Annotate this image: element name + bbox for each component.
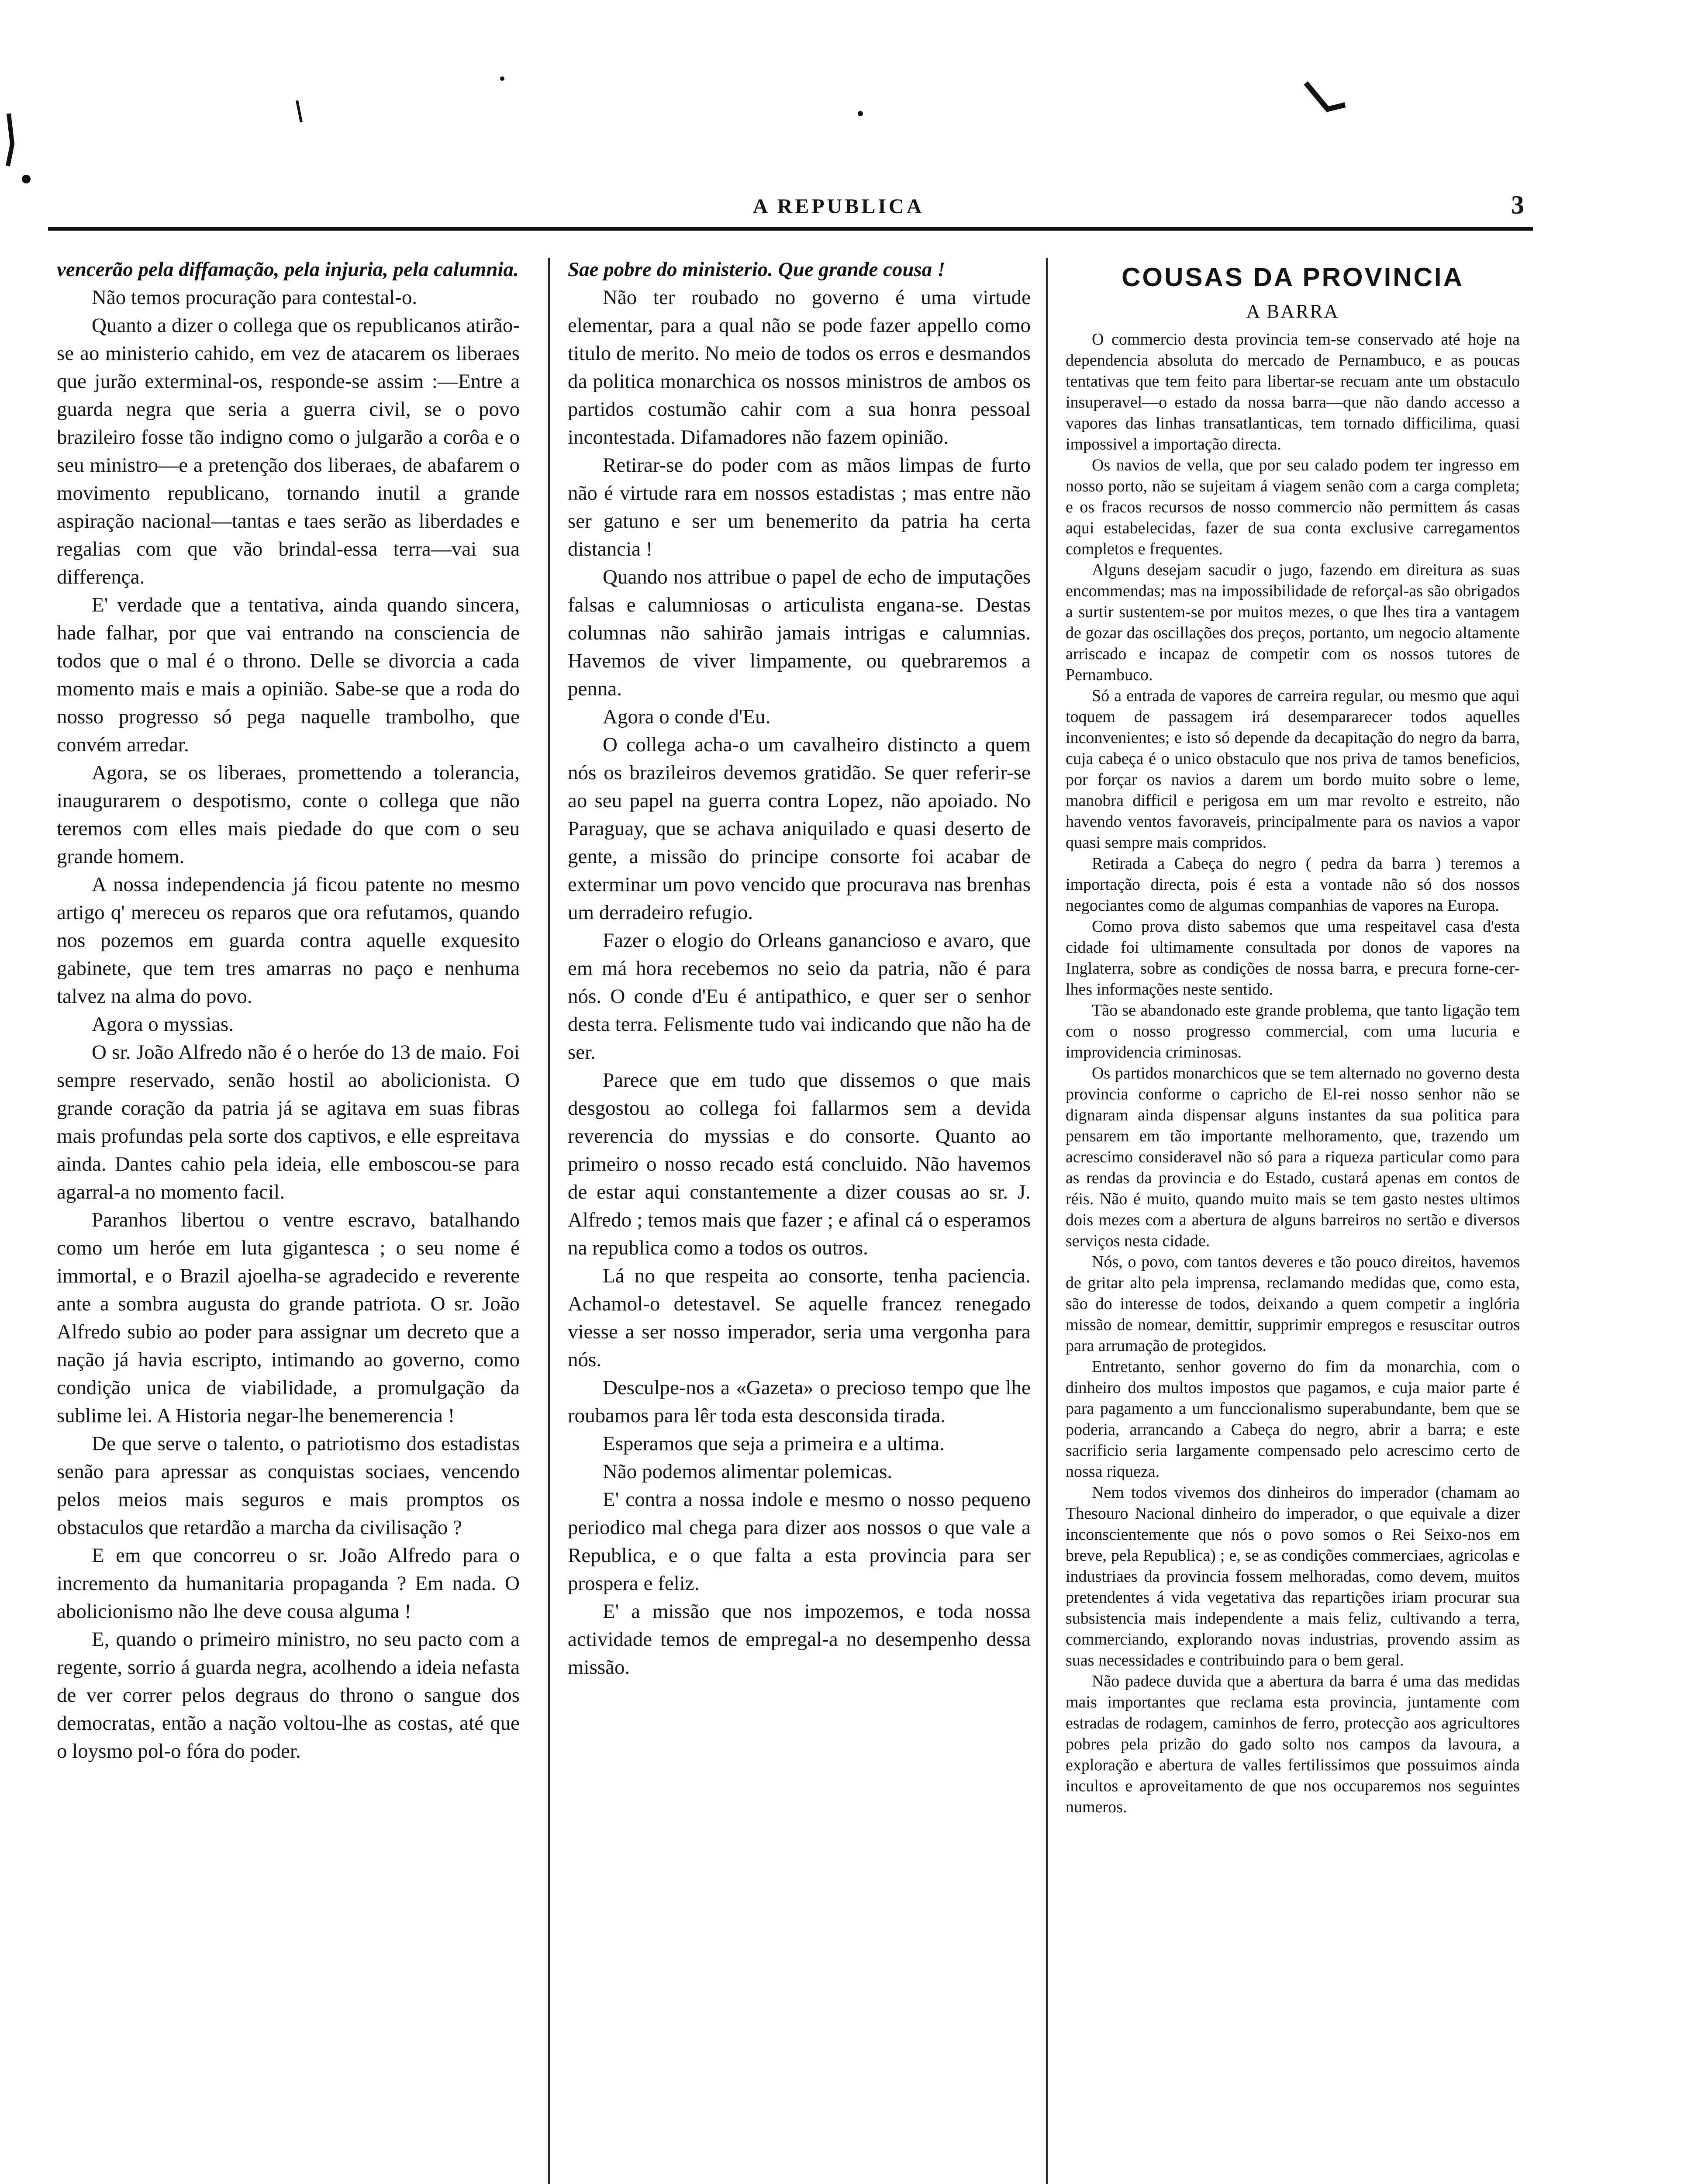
paragraph: Paranhos libertou o ventre escravo, batalhando como um heróe em luta gigantesca ; o seu nome é immortal, e o Brazil ajoelha-se agradecido e reverente ante a sombra augusta do grande patriota. O sr. João Alfredo subio ao poder para assignar um decreto que a nação já havia escripto, intimando ao governo, como condição unica de viabilidade, a promulgação da sublime lei. A Historia negar-lhe benemerencia ! <box>57 1209 520 1427</box>
column-divider-1 <box>548 258 550 2184</box>
paragraph: Alguns desejam sacudir o jugo, fazendo em direitura as suas encommendas; mas na impossibilidade de reforçal-as são obrigados a surtir sustentem-se por muitos mezes, o que lhes tira a vantagem de gozar das oscillações dos preços, portanto, um negocio altamente arriscado e incapaz de competir com os nossos tutores de Pernambuco. <box>1066 561 1520 684</box>
paragraph: Desculpe-nos a «Gazeta» o precioso tempo que lhe roubamos para lêr toda esta desconsida tirada. <box>568 1376 1031 1427</box>
header-rule <box>48 227 1533 231</box>
paragraph: Entretanto, senhor governo do fim da monarchia, com o dinheiro dos multos impostos que pagamos, e cuja maior parte é para pagamento a um funccionalismo superabundante, bem que se poderia, arrancando a Cabeça do negro, abrir a barra; e este sacrificio seria largamente compensado pelo acrescimo certo de nossa riqueza. <box>1066 1358 1520 1481</box>
paragraph: E, quando o primeiro ministro, no seu pacto com a regente, sorrio á guarda negra, acolhendo a ideia nefasta de ver correr pelos degraus do throno o sangue dos democratas, então a nação voltou-lhe as costas, até que o loysmo pol-o fóra do poder. <box>57 1628 520 1762</box>
paragraph: O sr. João Alfredo não é o heróe do 13 de maio. Foi sempre reservado, senão hostil ao abolicionista. O grande coração da patria já se agitava em suas fibras mais profundas pela sorte dos captivos, e elle espreitava ainda. Dantes cahio pela ideia, elle emboscou-se para agarral-a no momento facil. <box>57 1041 520 1203</box>
column-2 <box>568 256 1031 1681</box>
section-title: COUSAS DA PROVINCIA <box>1122 263 1464 292</box>
paragraph: Nem todos vivemos dos dinheiros do imperador (chamam ao Thesouro Nacional dinheiro do imperador, o que equivale a dizer inconscientemente que nós o povo somos o Rei Seixo-nos em breve, pela Republica) ; e, se as condições commerciaes, agricolas e industriaes da provincia fossem melhoradas, como devem, muitos pretendentes á vida vegetativa das repartições iriam procurar sua subsistencia mais independente a mais feliz, cultivando a terra, commerciando, explorando novas industrias, provendo assim as suas necessidades e contribuindo para o bem geral. <box>1066 1483 1520 1669</box>
paragraph: Agora o conde d'Eu. <box>603 705 771 728</box>
paragraph: Tão se abandonado este grande problema, que tanto ligação tem com o nosso progresso commercial, com uma lucuria e improvidencia criminosas. <box>1066 1001 1520 1061</box>
paragraph: Quando nos attribue o papel de echo de imputações falsas e calumniosas o articulista engana-se. Destas columnas não sahirão jamais intrigas e calumnias. Havemos de viver limpamente, ou quebraremos a penna. <box>568 566 1031 700</box>
paragraph: Agora o myssias. <box>92 1013 234 1036</box>
column-divider-2 <box>1046 258 1048 2184</box>
paragraph: Esperamos que seja a primeira e a ultima. <box>603 1432 945 1455</box>
paragraph: Fazer o elogio do Orleans ganancioso e avaro, que em má hora recebemos no seio da patria, não é para nós. O conde d'Eu é antipathico, e quer ser o senhor desta terra. Felismente tudo vai indicando que não ha de ser. <box>568 929 1031 1064</box>
paragraph: E em que concorreu o sr. João Alfredo para o incremento da humanitaria propaganda ? Em nada. O abolicionismo não lhe deve cousa alguma ! <box>57 1544 520 1623</box>
paragraph: O collega acha-o um cavalheiro distincto a quem nós os brazileiros devemos gratidão. Se quer referir-se ao seu papel na guerra contra Lopez, não apoiado. No Paraguay, que se achava aniquilado e quasi deserto de gente, a missão do principe consorte foi acabar de exterminar um povo vencido que procurava nas brenhas um derradeiro refugio. <box>568 733 1031 924</box>
paragraph: Não temos procuração para contestal-o. <box>92 286 418 309</box>
paragraph: Agora, se os liberaes, promettendo a tolerancia, inaugurarem o despotismo, conte o collega que não teremos com elles mais piedade do que com o seu grande homem. <box>57 761 520 868</box>
paragraph: Só a entrada de vapores de carreira regular, ou mesmo que aqui toquem de passagem irá desempararecer todos aquelles inconvenientes; e isto só depende da decapitação do negro da barra, cuja cabeça é o unico obstaculo que nos priva de tamos beneficios, por forçar os navios a darem um bordo muito sobre o leme, manobra difficil e perigosa em um mar revolto e estreito, não havendo ventos favoraveis, principalmente para os navios a vapor quasi sempre mais compridos. <box>1066 687 1520 852</box>
section-subtitle: A BARRA <box>1246 301 1339 322</box>
paragraph: vencerão pela diffamação, pela injuria, pela calumnia. <box>57 258 519 281</box>
paragraph: De que serve o talento, o patriotismo dos estadistas senão para apressar as conquistas sociaes, vencendo pelos meios mais seguros e mais promptos os obstaculos que retardão a marcha da civilisação ? <box>57 1432 520 1539</box>
paragraph: A nossa independencia já ficou patente no mesmo artigo q' mereceu os reparos que ora refutamos, quando nos pozemos em guarda contra aquelle exquesito gabinete, que tem tres amarras no paço e nenhuma talvez na alma do povo. <box>57 873 520 1008</box>
paragraph: Lá no que respeita ao consorte, tenha paciencia. Achamol-o detestavel. Se aquelle francez renegado viesse a ser nosso imperador, seria uma vergonha para nós. <box>568 1265 1031 1371</box>
paragraph: E' a missão que nos impozemos, e toda nossa actividade temos de empregal-a no desempenho dessa missão. <box>568 1600 1031 1679</box>
paragraph: E' verdade que a tentativa, ainda quando sincera, hade falhar, por que vai entrando na consciencia de todos que o mal é o throno. Delle se divorcia a cada momento mais e mais a opinião. Sabe-se que a roda do nosso progresso só pega naquelle trambolho, que convém arredar. <box>57 594 520 756</box>
paragraph: Não ter roubado no governo é uma virtude elementar, para a qual não se pode fazer appello como titulo de merito. No meio de todos os erros e desmandos da politica monarchica os nossos ministros de ambos os partidos costumão cahir com a sua honra pessoal incontestada. Difamadores não fazem opinião. <box>568 286 1031 449</box>
paragraph: Retirar-se do poder com as mãos limpas de furto não é virtude rara em nossos estadistas ; mas entre não ser gatuno e ser um benemerito da patria ha certa distancia ! <box>568 454 1031 560</box>
paragraph: Não padece duvida que a abertura da barra é uma das medidas mais importantes que reclama esta provincia, juntamente com estradas de rodagem, caminhos de ferro, protecção aos agricultores pobres pela prizão do gado solto nos campos da lavoura, a exploração e abertura de valles fertilissimos que possuimos ainda incultos e aproveitamento de que nos occuparemos nos seguintes numeros. <box>1066 1672 1520 1816</box>
column-3 <box>1066 256 1520 1818</box>
paragraph: Quanto a dizer o collega que os republicanos atirão-se ao ministerio cahido, em vez de atacarem os liberaes que jurão exterminal-os, responde-se assim :—Entre a guarda negra que seria a guerra civil, se o povo brazileiro fosse tão indigno como o julgarão a corôa e o seu ministro—e a pretenção dos liberaes, de abafarem o movimento republicano, tornando inutil a grande aspiração nacional—tantas e taes serão as liberdades e regalias com que vão brindal-essa terra—vai sua differença. <box>57 314 520 588</box>
paragraph: Como prova disto sabemos que uma respeitavel casa d'esta cidade foi ultimamente consultada por donos de vapores na Inglaterra, sobre as condições de nossa barra, e precura forne-cer-lhes informações neste sentido. <box>1066 917 1520 999</box>
column-1 <box>57 256 520 1765</box>
paragraph: Nós, o povo, com tantos deveres e tão pouco direitos, havemos de gritar alto pela imprensa, reclamando medidas que, como esta, são do interesse de todos, deixando a quem competir a inglória missão de nomear, demittir, supprimir empregos e resuscitar outros para arrumação de protegidos. <box>1066 1253 1520 1355</box>
running-header <box>48 190 1533 225</box>
paragraph: O commercio desta provincia tem-se conservado até hoje na dependencia absoluta do mercado de Pernambuco, e as poucas tentativas que tem feito para libertar-se recuam ante um obstaculo insuperavel—o estado da nossa barra—que não dando accesso a vapores das linhas transatlanticas, tem tornado difficilima, quasi impossivel a importação directa. <box>1066 330 1520 453</box>
paragraph: E' contra a nossa indole e mesmo o nosso pequeno periodico mal chega para dizer aos nossos o que vale a Republica, e o que falta a esta provincia para ser prospera e feliz. <box>568 1488 1031 1595</box>
paragraph: Retirada a Cabeça do negro ( pedra da barra ) teremos a importação directa, pois é esta a vontade não só dos nossos negociantes como de algumas companhias de vapores na Europa. <box>1066 854 1520 915</box>
paragraph: Sae pobre do ministerio. Que grande cousa ! <box>568 258 946 281</box>
paragraph: Parece que em tudo que dissemos o que mais desgostou ao collega foi fallarmos sem a devida reverencia do myssias e do consorte. Quanto ao primeiro o nosso recado está concluido. Não havemos de estar aqui constantemente a dizer cousas ao sr. J. Alfredo ; temos mais que fazer ; e afinal cá o esperamos na republica como a todos os outros. <box>568 1069 1031 1259</box>
page-number: 3 <box>1511 190 1524 219</box>
paragraph: Os navios de vella, que por seu calado podem ter ingresso em nosso porto, não se sujeitam á viagem senão com a carga completa; e os fracos recursos de nosso commercio não permittem ás casas aqui estabelecidas, fazer de sua conta exclusive carregamentos completos e frequentes. <box>1066 456 1520 558</box>
paragraph: Não podemos alimentar polemicas. <box>603 1460 893 1483</box>
newspaper-title: A REPUBLICA <box>752 195 925 218</box>
paragraph: Os partidos monarchicos que se tem alternado no governo desta provincia conforme o capricho de El-rei nosso senhor não se dignaram ainda dispensar alguns instantes da sua politica para pensarem em tão importante melhoramento, que, trazendo um acrescimo consideravel não só para a riqueza particular como para as rendas da provincia e do Estado, custará apenas em contos de réis. Não é muito, quando muito mais se tem gasto nestes ultimos dois mezes com a abertura de alguns barreiros no sertão e diversos serviços nesta cidade. <box>1066 1064 1520 1250</box>
